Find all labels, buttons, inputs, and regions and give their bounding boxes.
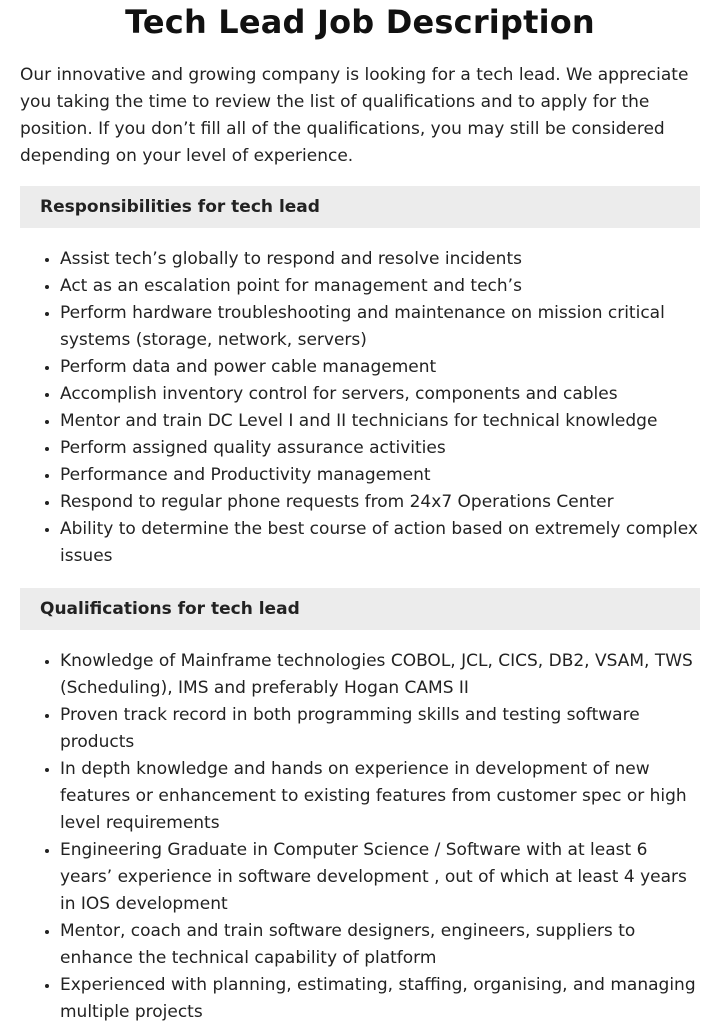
list-item: • Assist tech’s globally to respond and resolve incidents <box>60 246 700 273</box>
list-item: • Performance and Productivity management <box>60 462 700 489</box>
intro-paragraph: Our innovative and growing company is looking for a tech lead. We appreciate you taking the time to review the list of qualifications and to apply for the position. If you don’t fill all of the qualifications, you may still be considered depending on your level of experience. <box>20 65 689 166</box>
list-item: • Perform assigned quality assurance activities <box>60 435 700 462</box>
list-item: • Act as an escalation point for management and tech’s <box>60 273 700 300</box>
responsibilities-header <box>20 186 700 228</box>
responsibilities-heading: Responsibilities for tech lead <box>40 197 320 217</box>
qualifications-heading: Qualifications for tech lead <box>40 599 300 619</box>
list-item: • Experienced with planning, estimating, staffing, organising, and managing multiple projects <box>60 972 700 1026</box>
page-title: Tech Lead Job Description <box>125 3 595 41</box>
list-item: • In depth knowledge and hands on experience in development of new features or enhancement to existing features from customer spec or high level requirements <box>60 756 700 837</box>
list-item: • Ability to determine the best course of action based on extremely complex issues <box>60 516 700 570</box>
list-item: • Perform hardware troubleshooting and maintenance on mission critical systems (storage, network, servers) <box>60 300 700 354</box>
list-item: • Mentor and train DC Level I and II technicians for technical knowledge <box>60 408 700 435</box>
list-item: • Proven track record in both programming skills and testing software products <box>60 702 700 756</box>
list-item: • Respond to regular phone requests from 24x7 Operations Center <box>60 489 700 516</box>
qualifications-header <box>20 588 700 630</box>
list-item: • Accomplish inventory control for servers, components and cables <box>60 381 700 408</box>
list-item: • Perform data and power cable management <box>60 354 700 381</box>
responsibilities-list <box>20 246 700 570</box>
qualifications-list <box>20 648 700 1026</box>
list-item: • Knowledge of Mainframe technologies COBOL, JCL, CICS, DB2, VSAM, TWS (Scheduling), IMS and preferably Hogan CAMS II <box>60 648 700 702</box>
list-item: • Mentor, coach and train software designers, engineers, suppliers to enhance the technical capability of platform <box>60 918 700 972</box>
list-item: • Engineering Graduate in Computer Science / Software with at least 6 years’ experience in software development , out of which at least 4 years in IOS development <box>60 837 700 918</box>
